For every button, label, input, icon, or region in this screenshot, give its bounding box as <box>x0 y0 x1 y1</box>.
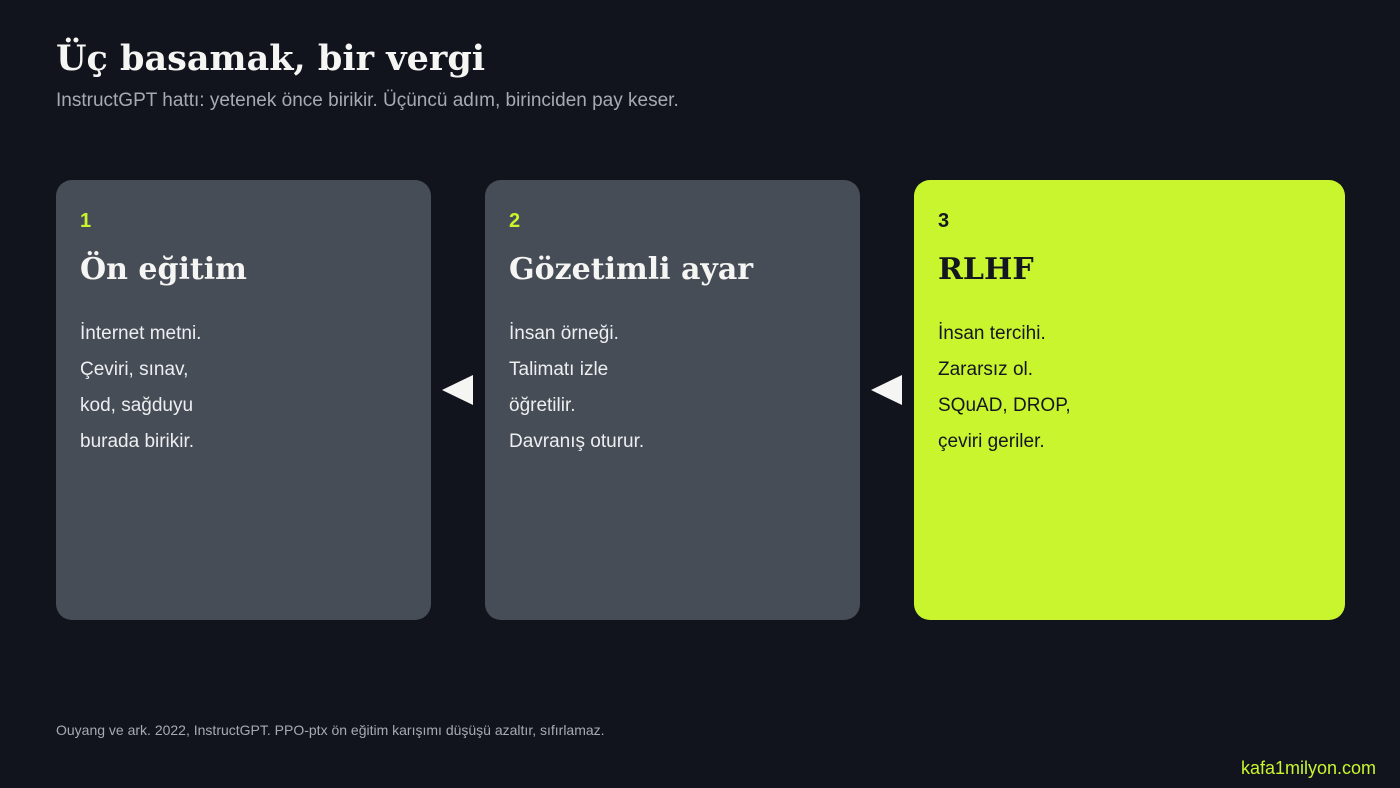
step-description-line: Davranış oturur. <box>509 431 645 452</box>
step-description <box>80 316 407 460</box>
page-subtitle: InstructGPT hattı: yetenek önce birikir. Üçüncü adım, birinciden pay keser. <box>56 90 679 111</box>
step-description-line: kod, sağduyu <box>80 395 194 416</box>
step-description-line: Çeviri, sınav, <box>80 359 189 380</box>
step-title: Ön eğitim <box>80 252 247 287</box>
step-description-line: İnsan örneği. <box>509 323 619 344</box>
arrow-left-icon <box>442 375 473 405</box>
arrow-left-icon <box>871 375 902 405</box>
step-description-line: İnternet metni. <box>80 323 202 344</box>
step-description-line: Talimatı izle <box>509 359 609 380</box>
step-number: 1 <box>80 210 92 232</box>
step-description-line: burada birikir. <box>80 431 195 452</box>
step-number: 2 <box>509 210 521 232</box>
step-description-line: Zararsız ol. <box>938 359 1034 380</box>
step-description <box>938 316 1321 460</box>
step-description-line: SQuAD, DROP, <box>938 395 1071 416</box>
step-number: 3 <box>938 210 950 232</box>
page-title: Üç basamak, bir vergi <box>56 38 486 79</box>
step-description-line: İnsan tercihi. <box>938 323 1046 344</box>
step-card-pretraining <box>56 180 431 620</box>
step-card-supervised-finetuning <box>485 180 860 620</box>
step-description <box>509 316 836 460</box>
step-title: RLHF <box>938 252 1034 287</box>
step-description-line: çeviri geriler. <box>938 431 1045 452</box>
step-title: Gözetimli ayar <box>509 252 754 287</box>
step-description-line: öğretilir. <box>509 395 576 416</box>
step-card-rlhf <box>914 180 1345 620</box>
source-footnote: Ouyang ve ark. 2022, InstructGPT. PPO-ptx ön eğitim karışımı düşüşü azaltır, sıfırlamaz. <box>56 722 605 738</box>
brand-link[interactable]: kafa1milyon.com <box>1240 758 1376 778</box>
